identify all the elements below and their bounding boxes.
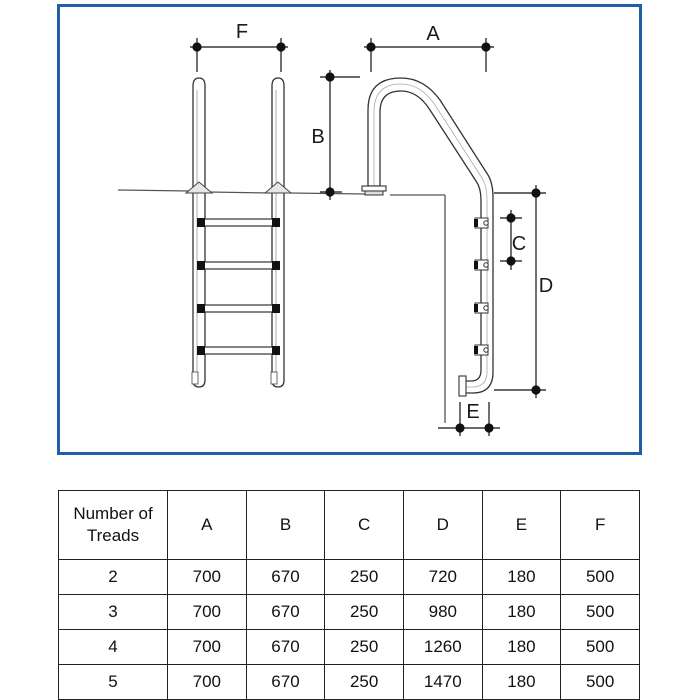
cell-d: 1260 xyxy=(403,630,482,665)
cell-treads: 2 xyxy=(59,560,168,595)
cell-e: 180 xyxy=(482,630,561,665)
cell-b: 670 xyxy=(246,665,325,700)
cell-f: 500 xyxy=(561,665,640,700)
side-view-ladder xyxy=(362,78,493,396)
cell-f: 500 xyxy=(561,630,640,665)
cell-c: 250 xyxy=(325,595,404,630)
cell-f: 500 xyxy=(561,595,640,630)
cell-c: 250 xyxy=(325,665,404,700)
cell-a: 700 xyxy=(168,595,247,630)
header-b: B xyxy=(246,491,325,560)
cell-c: 250 xyxy=(325,560,404,595)
dimension-label-f: F xyxy=(235,21,249,43)
cell-e: 180 xyxy=(482,665,561,700)
dimension-label-e: E xyxy=(466,401,480,423)
diagram-border xyxy=(59,6,641,454)
cell-a: 700 xyxy=(168,560,247,595)
header-d: D xyxy=(403,491,482,560)
cell-d: 980 xyxy=(403,595,482,630)
cell-d: 1470 xyxy=(403,665,482,700)
cell-d: 720 xyxy=(403,560,482,595)
cell-c: 250 xyxy=(325,630,404,665)
table-header-row xyxy=(59,491,640,560)
table-row xyxy=(59,665,640,700)
table-row xyxy=(59,630,640,665)
cell-treads: 4 xyxy=(59,630,168,665)
cell-e: 180 xyxy=(482,560,561,595)
header-f: F xyxy=(561,491,640,560)
cell-b: 670 xyxy=(246,630,325,665)
cell-b: 670 xyxy=(246,560,325,595)
header-number-of-treads: Number of Treads xyxy=(59,491,168,560)
dimension-label-d: D xyxy=(538,275,554,297)
cell-a: 700 xyxy=(168,630,247,665)
cell-b: 670 xyxy=(246,595,325,630)
dimension-label-c: C xyxy=(511,233,527,255)
dimensions-table xyxy=(58,490,640,700)
dimension-label-a: A xyxy=(426,23,440,45)
header-e: E xyxy=(482,491,561,560)
header-a: A xyxy=(168,491,247,560)
table-row xyxy=(59,560,640,595)
cell-treads: 3 xyxy=(59,595,168,630)
table-row xyxy=(59,595,640,630)
cell-e: 180 xyxy=(482,595,561,630)
cell-treads: 5 xyxy=(59,665,168,700)
dimension-label-b: B xyxy=(311,126,325,148)
cell-f: 500 xyxy=(561,560,640,595)
front-view-ladder xyxy=(186,78,291,387)
front-treads xyxy=(197,218,280,355)
cell-a: 700 xyxy=(168,665,247,700)
header-c: C xyxy=(325,491,404,560)
